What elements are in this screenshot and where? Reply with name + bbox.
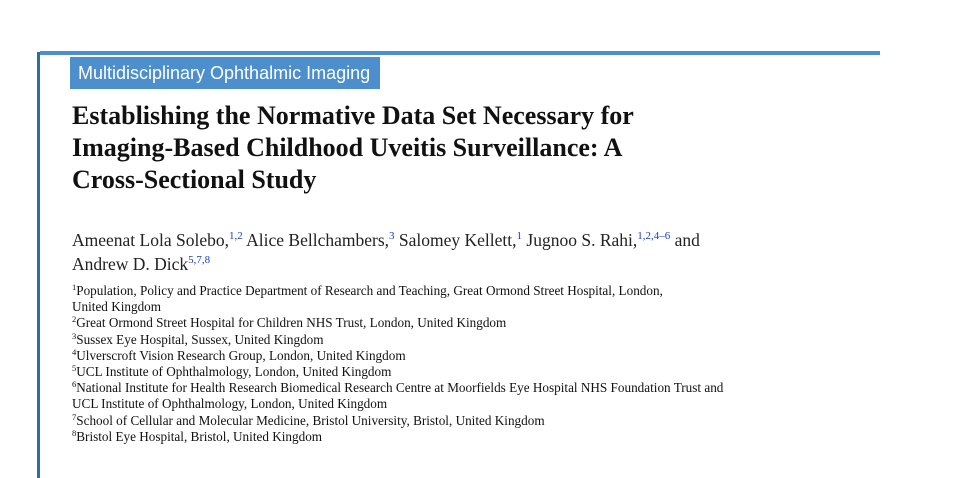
author-list xyxy=(72,228,892,276)
affiliation-item xyxy=(72,332,892,348)
title-line: Establishing the Normative Data Set Necessary for xyxy=(72,101,634,130)
affiliation-item xyxy=(72,429,892,445)
affiliation-text: National Institute for Health Research Biomedical Research Centre at Moorfields Eye Hospital NHS Foundation Trust and xyxy=(76,380,724,396)
affiliation-item xyxy=(72,315,892,331)
affiliation-text: Ulverscroft Vision Research Group, London, United Kingdom xyxy=(76,347,406,363)
affiliation-number: 3 xyxy=(72,330,77,341)
affiliation-item xyxy=(72,380,892,412)
section-label: Multidisciplinary Ophthalmic Imaging xyxy=(70,57,380,89)
affiliation-number: 6 xyxy=(72,379,77,390)
author-name: Andrew D. Dick xyxy=(72,254,189,274)
author-affiliation-ref[interactable]: 1 xyxy=(516,230,523,242)
affiliation-item xyxy=(72,348,892,364)
author-name: Salomey Kellett, xyxy=(398,230,517,250)
author-line xyxy=(72,228,892,252)
affiliation-number: 7 xyxy=(72,411,77,422)
affiliation-text: United Kingdom xyxy=(72,299,162,315)
affiliation-number: 1 xyxy=(72,282,77,292)
author-affiliation-ref[interactable]: 1,2,4–6 xyxy=(637,230,671,242)
left-accent-rule xyxy=(37,52,40,478)
affiliation-text: Sussex Eye Hospital, Sussex, United Kingdom xyxy=(76,331,324,347)
affiliation-text: Population, Policy and Practice Department of Research and Teaching, Great Ormond Street Hospital, London, xyxy=(76,283,663,298)
author-affiliation-ref[interactable]: 3 xyxy=(389,230,395,242)
title-line: Imaging-Based Childhood Uveitis Surveillance: A xyxy=(72,133,623,162)
affiliation-number: 2 xyxy=(72,314,77,325)
title-line: Cross-Sectional Study xyxy=(72,165,317,194)
top-accent-rule xyxy=(40,51,880,55)
affiliation-text: School of Cellular and Molecular Medicine, Bristol University, Bristol, United Kingdom xyxy=(76,412,545,428)
affiliation-number: 8 xyxy=(72,427,77,438)
affiliation-text: Great Ormond Street Hospital for Children NHS Trust, London, United Kingdom xyxy=(76,315,507,331)
author-name: Alice Bellchambers, xyxy=(246,230,390,250)
author-name: Jugnoo S. Rahi, xyxy=(526,230,638,250)
affiliation-number: 4 xyxy=(72,346,77,357)
affiliation-number: 5 xyxy=(72,363,77,374)
author-conjunction: and xyxy=(674,230,700,250)
author-affiliation-ref[interactable]: 1,2 xyxy=(228,230,243,242)
affiliation-item xyxy=(72,364,892,380)
affiliation-text: UCL Institute of Ophthalmology, London, United Kingdom xyxy=(72,396,388,412)
author-name: Ameenat Lola Solebo, xyxy=(72,230,229,250)
author-line xyxy=(72,252,892,276)
affiliation-item xyxy=(72,413,892,429)
affiliation-text: Bristol Eye Hospital, Bristol, United Kingdom xyxy=(76,428,323,444)
affiliation-list xyxy=(72,283,892,445)
author-affiliation-ref[interactable]: 5,7,8 xyxy=(188,254,211,266)
affiliation-text: UCL Institute of Ophthalmology, London, United Kingdom xyxy=(76,364,392,380)
article-title xyxy=(72,100,872,196)
affiliation-item xyxy=(72,283,892,315)
